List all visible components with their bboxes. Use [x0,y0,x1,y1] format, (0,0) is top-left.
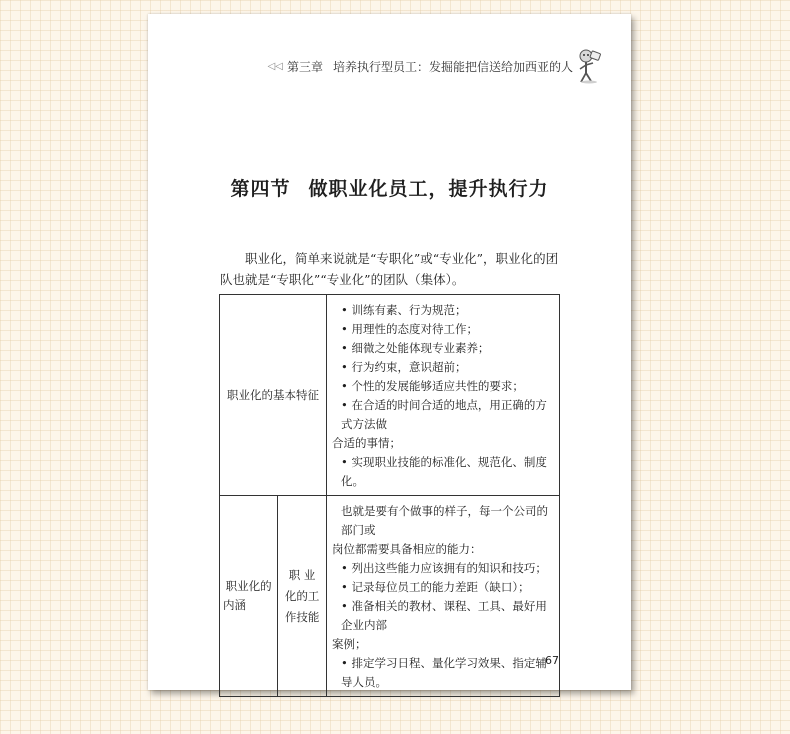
intro-line-1: 职业化，简单来说就是“专职化”或“专业化”，职业化的团队也就 [220,251,559,287]
row-sublabel-line: 作技能 [284,609,320,624]
book-page [148,14,631,690]
list-item: 案例； [332,637,367,651]
list-item: • 实现职业技能的标准化、规范化、制度化。 [341,455,547,488]
list-item: • 在合适的时间合适的地点，用正确的方式方法做 [341,398,547,431]
intro-paragraph [220,248,565,290]
row-content-basic-features [327,295,560,496]
row-sublabel-line: 化的工 [284,588,320,603]
section-number: 第四节 [230,178,291,200]
page-number: 67 [545,654,559,667]
row-sublabel-line: 职 业 [288,567,316,582]
row-content-work-skills [327,496,560,697]
professionalization-table [219,294,560,697]
table-row [220,295,560,496]
list-item: • 行为约束，意识超前； [341,360,467,374]
row-sublabel-work-skills [278,496,327,697]
list-item: • 列出这些能力应该拥有的知识和技巧； [341,561,547,575]
table-row [220,496,560,697]
list-item: 也就是要有个做事的样子，每一个公司的部门或 [341,504,548,537]
row-label-basic-features: 职业化的基本特征 [220,295,327,496]
row-label-line: 内涵 [223,598,246,612]
double-arrow-icon: ◁◁ [267,61,283,72]
list-item: • 准备相关的教材、课程、工具、最好用企业内部 [341,599,547,632]
list-item: 岗位都需要具备相应的能力： [332,542,482,556]
list-item: • 训练有素、行为规范； [341,303,467,317]
list-item: • 记录每位员工的能力差距（缺口）； [341,580,530,594]
list-item: 合适的事情； [332,436,401,450]
list-item: • 排定学习日程、量化学习效果、指定辅导人员。 [341,656,547,689]
section-heading: 做职业化员工，提升执行力 [308,178,549,200]
chapter-title: 培养执行型员工：发掘能把信送给加西亚的人 [332,60,573,74]
section-title [148,174,631,201]
intro-line-2: 是“专职化”“专业化”的团队（集体）。 [257,272,465,287]
row-label-line: 职业化的 [225,579,272,593]
list-item: • 个性的发展能够适应共性的要求； [341,379,524,393]
list-item: • 用理性的态度对待工作； [341,322,478,336]
cartoon-mascot-icon [577,48,603,84]
row-label-connotation [220,496,278,697]
list-item: • 细微之处能体现专业素养； [341,341,490,355]
running-head [268,58,573,75]
chapter-label: 第三章 [286,60,323,74]
